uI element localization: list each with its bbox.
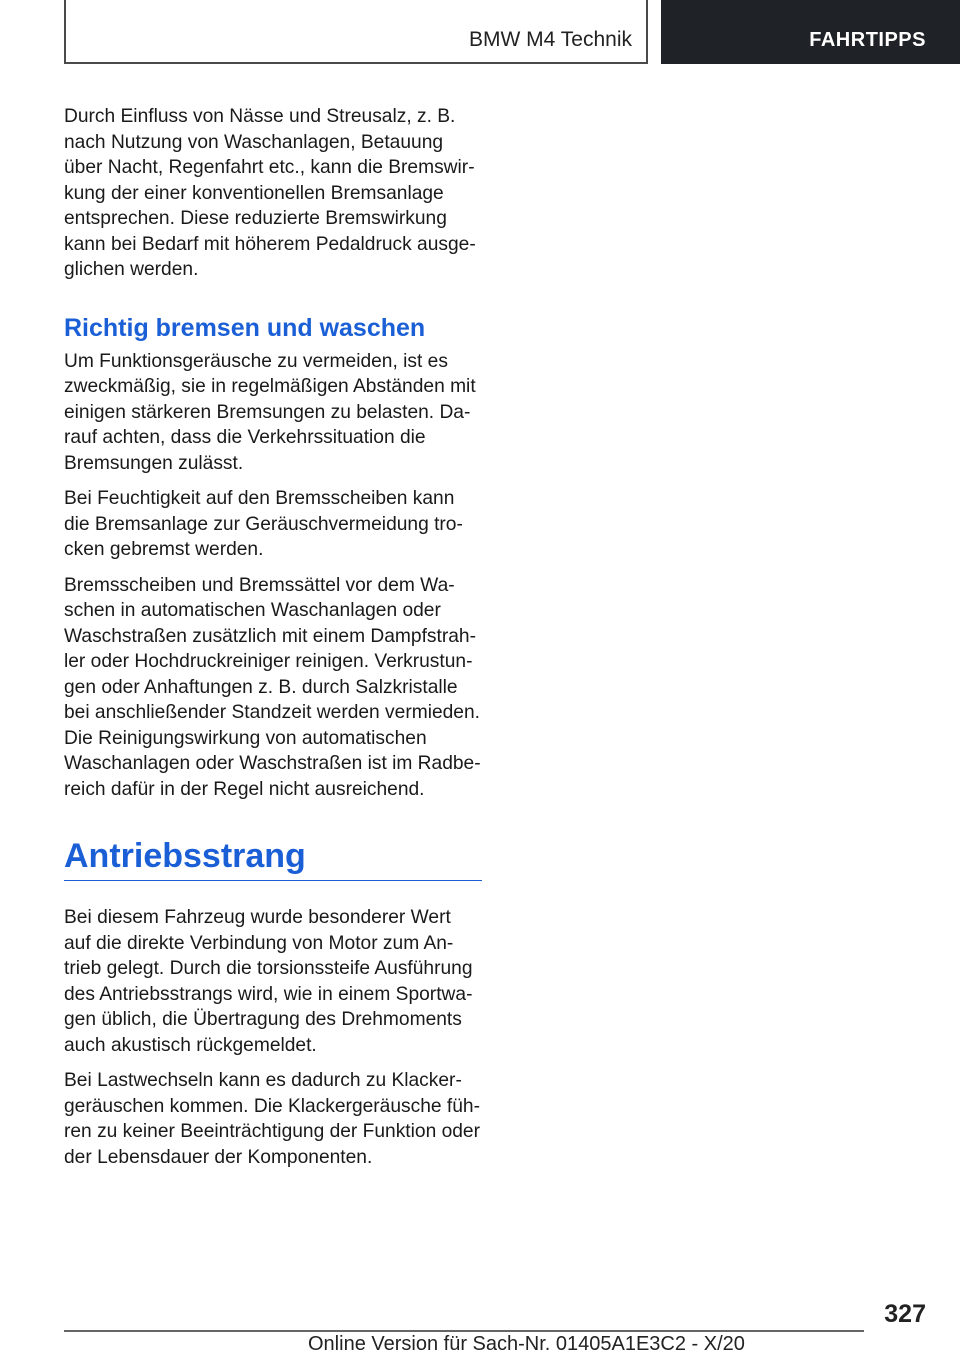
paragraph-drivetrain: Bei diesem Fahrzeug wurde besonderer Wert auf die direkte Verbindung von Motor zum Antrieb gelegt. Durch die torsionssteife Ausführung des Antriebsstrangs wird, wie in einem Sportwagen üblich, die Übertragung des Drehmoments auch akustisch rückgemeldet. (64, 907, 473, 1056)
header-title-box (64, 0, 648, 64)
manual-title: BMW M4 Technik (469, 28, 632, 51)
section-tab (661, 0, 960, 64)
footer-online-version: Online Version für Sach-Nr. 01405A1E3C2 - X/20 (308, 1333, 745, 1355)
footer-divider (64, 1330, 864, 1332)
paragraph-load-change: Bei Lastwechseln kann es dadurch zu Klackergeräuschen kommen. Die Klackergeräusche führen zu keiner Beeinträchtigung der Funktion oder der Lebensdauer der Komponenten. (64, 1070, 480, 1168)
paragraph-wet-brakes: Durch Einfluss von Nässe und Streusalz, z. B. nach Nutzung von Waschanlagen, Betauung über Nacht, Regenfahrt etc., kann die Bremswirkung der einer konventionellen Bremsanlage entsprechen. Diese reduzierte Bremswirkung kann bei Bedarf mit höherem Pedaldruck ausgeglichen werden. (64, 106, 476, 280)
heading-drivetrain: Antriebsstrang (64, 837, 306, 875)
paragraph-cleaning: Bremsscheiben und Bremssättel vor dem Waschen in automatischen Waschanlagen oder Waschstraßen zusätzlich mit einem Dampfstrahler oder Hochdruckreiniger reinigen. Verkrustungen oder Anhaftungen z. B. durch Salzkristalle bei anschließender Standzeit werden vermieden. Die Reinigungswirkung von automatischen Waschanlagen oder Waschstraßen ist im Radbereich dafür in der Regel nicht ausreichend. (64, 574, 481, 800)
page-number: 327 (884, 1300, 926, 1328)
paragraph-moisture: Bei Feuchtigkeit auf den Bremsscheiben kann die Bremsanlage zur Geräuschvermeidung trocken gebremst werden. (64, 488, 463, 560)
heading-drivetrain-wrap (64, 836, 482, 881)
heading-brakes-washing: Richtig bremsen und waschen (64, 313, 426, 342)
main-content (64, 104, 482, 1180)
paragraph-brake-noise: Um Funktionsgeräusche zu vermeiden, ist es zweckmäßig, sie in regelmäßigen Abständen mit einigen stärkeren Bremsungen zu belasten. Darauf achten, dass die Verkehrssituation die Bremsungen zulässt. (64, 350, 476, 474)
section-label: FAHRTIPPS (809, 29, 926, 51)
